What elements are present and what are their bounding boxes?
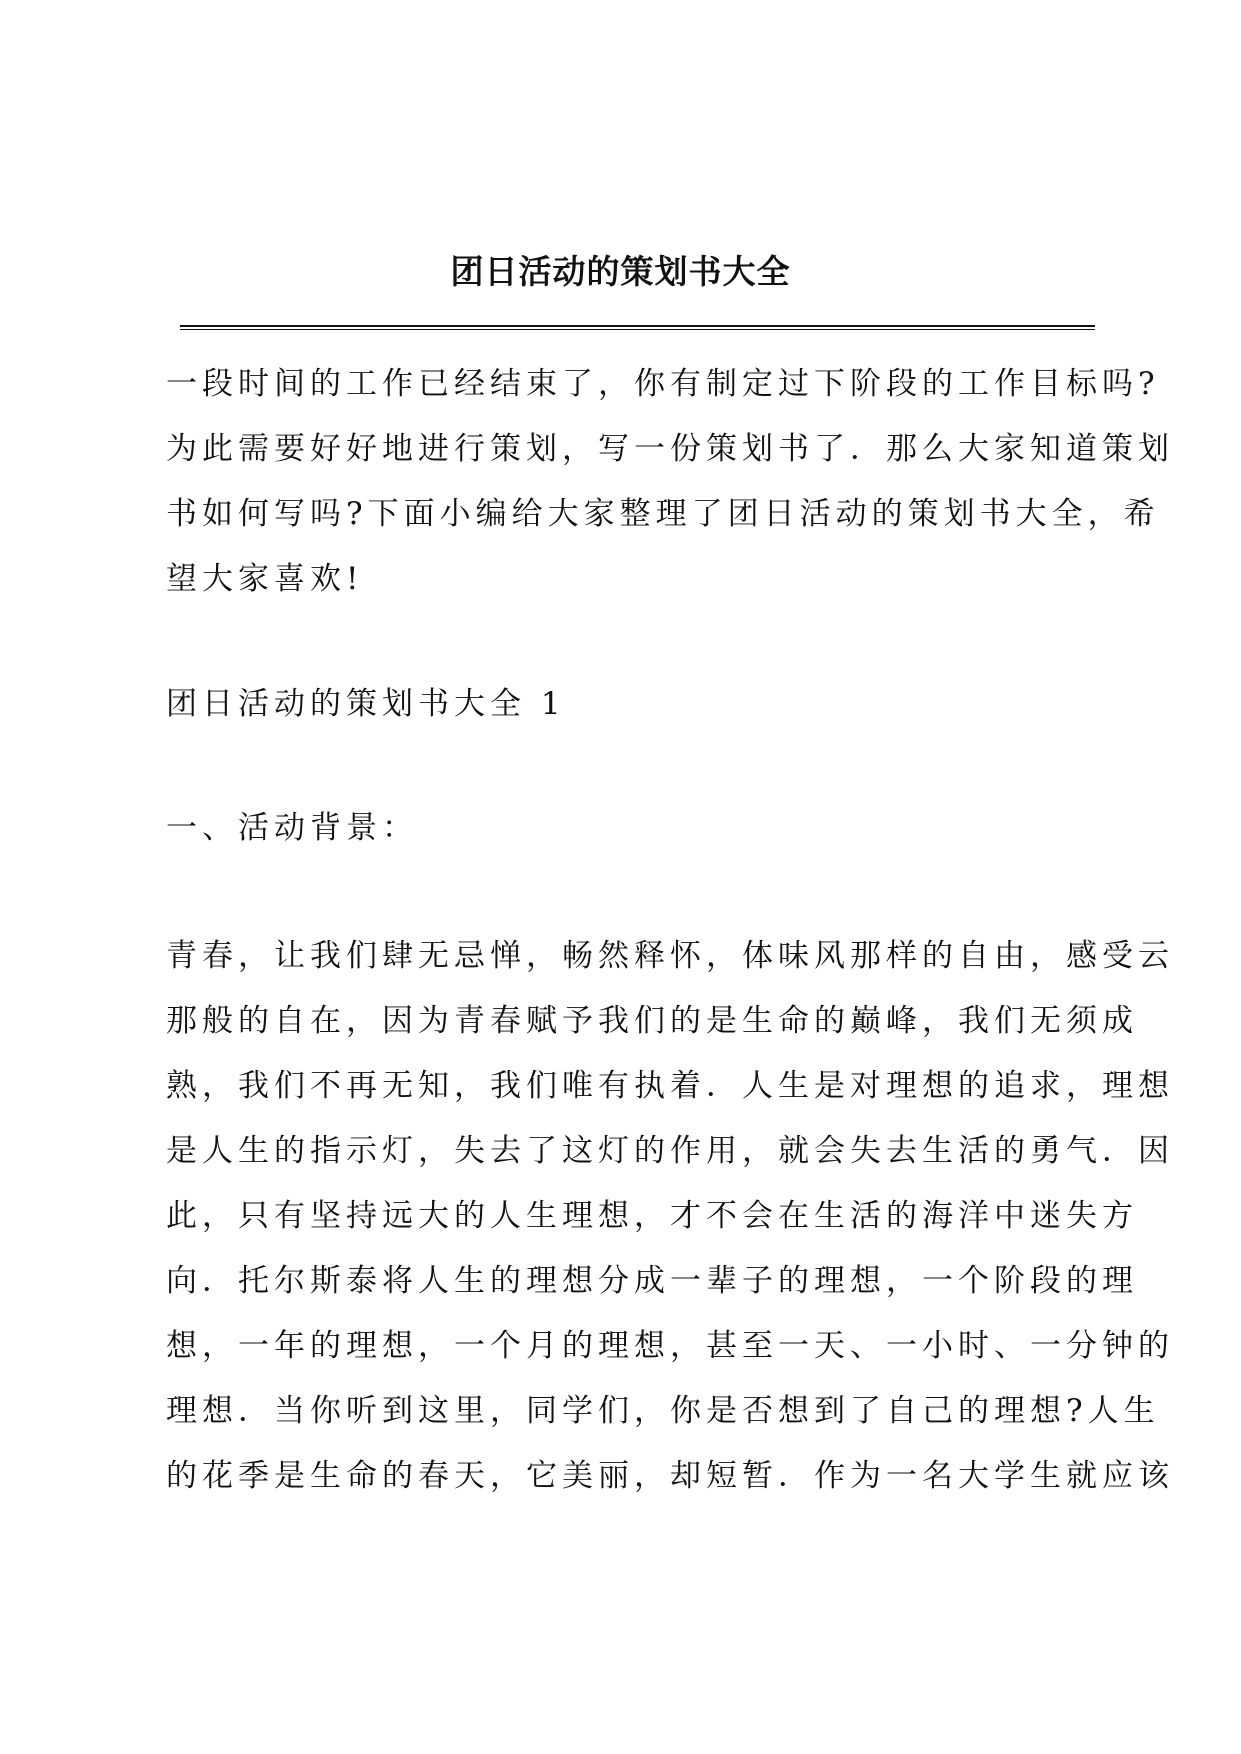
body-line: 此，只有坚持远大的人生理想，才不会在生活的海洋中迷失方 <box>166 1198 1138 1234</box>
intro-paragraph <box>166 352 1174 612</box>
intro-line: 书如何写吗?下面小编给大家整理了团日活动的策划书大全，希 <box>166 496 1160 532</box>
section-heading <box>166 672 1096 737</box>
divider-thin-line <box>180 329 1095 330</box>
divider-thick-line <box>180 325 1095 327</box>
body-line: 想，一年的理想，一个月的理想，甚至一天、一小时、一分钟的 <box>166 1328 1174 1364</box>
intro-line: 一段时间的工作已经结束了，你有制定过下阶段的工作目标吗? <box>166 366 1160 402</box>
body-line: 向．托尔斯泰将人生的理想分成一辈子的理想，一个阶段的理 <box>166 1263 1138 1299</box>
subsection-heading <box>166 796 1096 861</box>
section-heading-text: 团日活动的策划书大全 1 <box>166 686 566 722</box>
intro-line: 为此需要好好地进行策划，写一份策划书了．那么大家知道策划 <box>166 431 1174 467</box>
body-line: 是人生的指示灯，失去了这灯的作用，就会失去生活的勇气．因 <box>166 1133 1174 1169</box>
body-line: 的花季是生命的春天，它美丽，却短暂．作为一名大学生就应该 <box>166 1458 1174 1494</box>
intro-line: 望大家喜欢! <box>166 561 364 597</box>
body-line: 理想．当你听到这里，同学们，你是否想到了自己的理想?人生 <box>166 1393 1160 1429</box>
body-line: 熟，我们不再无知，我们唯有执着．人生是对理想的追求，理想 <box>166 1068 1174 1104</box>
body-line: 青春，让我们肆无忌惮，畅然释怀，体味风那样的自由，感受云 <box>166 938 1174 974</box>
title-divider <box>180 325 1095 331</box>
body-paragraph <box>166 924 1174 1509</box>
body-line: 那般的自在，因为青春赋予我们的是生命的巅峰，我们无须成 <box>166 1003 1138 1039</box>
document-title: 团日活动的策划书大全 <box>450 252 791 291</box>
subsection-heading-text: 一、活动背景： <box>166 810 418 846</box>
